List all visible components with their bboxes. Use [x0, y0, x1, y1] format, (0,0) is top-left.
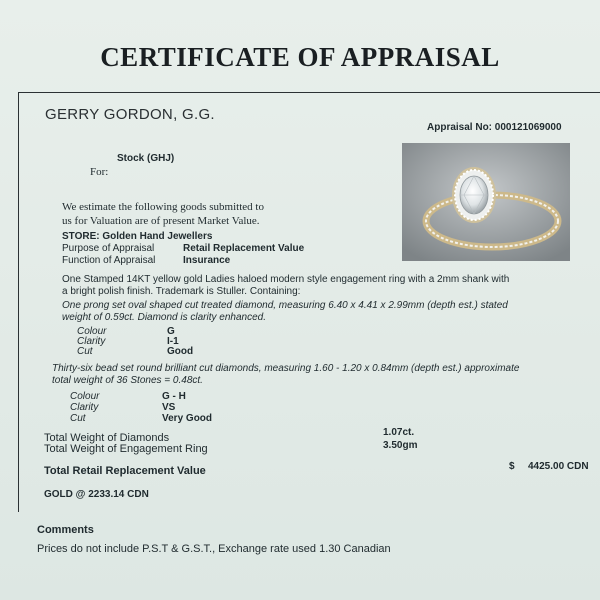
comments-heading: Comments [37, 524, 94, 536]
side-cut-value: Very Good [162, 413, 213, 424]
currency-symbol: $ [509, 461, 515, 472]
side-stone-line: total weight of 36 Stones = 0.48ct. [52, 375, 203, 386]
purpose-label: Purpose of Appraisal [62, 243, 155, 254]
center-cut-value: Good [167, 346, 194, 357]
total-retail-value: 4425.00 CDN [528, 461, 589, 472]
stock-label: Stock (GHJ) [117, 153, 175, 164]
frame-top-border [18, 92, 600, 93]
for-label: For: [90, 166, 109, 178]
estimate-statement [62, 200, 264, 228]
estimate-line: We estimate the following goods submitted to [62, 201, 264, 213]
gold-price: GOLD @ 2233.14 CDN [44, 489, 149, 500]
ring-photo [402, 143, 570, 261]
side-colour-value: G - H [162, 391, 186, 402]
center-colour-value: G [167, 326, 175, 337]
center-cut-label: Cut [77, 346, 93, 357]
center-colour-label: Colour [77, 326, 107, 337]
description-line: One Stamped 14KT yellow gold Ladies haloed modern style engagement ring with a 2mm shank with [62, 274, 510, 285]
center-stone-line: One prong set oval shaped cut treated diamond, measuring 6.40 x 4.41 x 2.99mm (depth est.) stated [62, 300, 508, 311]
center-clarity-value: I-1 [167, 336, 179, 347]
estimate-line: us for Valuation are of present Market Value. [62, 215, 260, 227]
center-stone-line: weight of 0.59ct. Diamond is clarity enhanced. [62, 312, 266, 323]
side-cut-label: Cut [70, 413, 86, 424]
purpose-value: Retail Replacement Value [183, 243, 305, 254]
ring-photo-image [402, 143, 570, 261]
side-colour-label: Colour [70, 391, 100, 402]
side-clarity-value: VS [162, 402, 176, 413]
side-stone-line: Thirty-six bead set round brilliant cut diamonds, measuring 1.60 - 1.20 x 0.84mm (depth est.) approximate [52, 363, 520, 374]
description-line: a bright polish finish. Trademark is Stuller. Containing: [62, 286, 301, 297]
store-row [62, 231, 212, 243]
store-value: Golden Hand Jewellers [102, 231, 213, 242]
total-diamonds-label: Total Weight of Diamonds [44, 432, 170, 444]
certificate-title: CERTIFICATE OF APPRAISAL [100, 42, 500, 72]
total-retail-label: Total Retail Replacement Value [44, 465, 206, 477]
function-label: Function of Appraisal [62, 255, 156, 266]
total-ring-value: 3.50gm [383, 440, 418, 451]
ring-description [62, 274, 509, 298]
side-stone-description [52, 363, 519, 387]
center-stone-description [62, 300, 508, 324]
function-value: Insurance [183, 255, 231, 266]
total-ring-label: Total Weight of Engagement Ring [44, 443, 208, 455]
store-label: STORE: [62, 231, 100, 242]
appraisal-number: Appraisal No: 000121069000 [427, 122, 562, 133]
appraiser-name: GERRY GORDON, G.G. [45, 106, 215, 123]
total-diamonds-value: 1.07ct. [383, 427, 415, 438]
side-clarity-label: Clarity [70, 402, 99, 413]
prices-note: Prices do not include P.S.T & G.S.T., Exchange rate used 1.30 Canadian [37, 543, 391, 555]
center-clarity-label: Clarity [77, 336, 106, 347]
frame-left-border [18, 92, 19, 512]
